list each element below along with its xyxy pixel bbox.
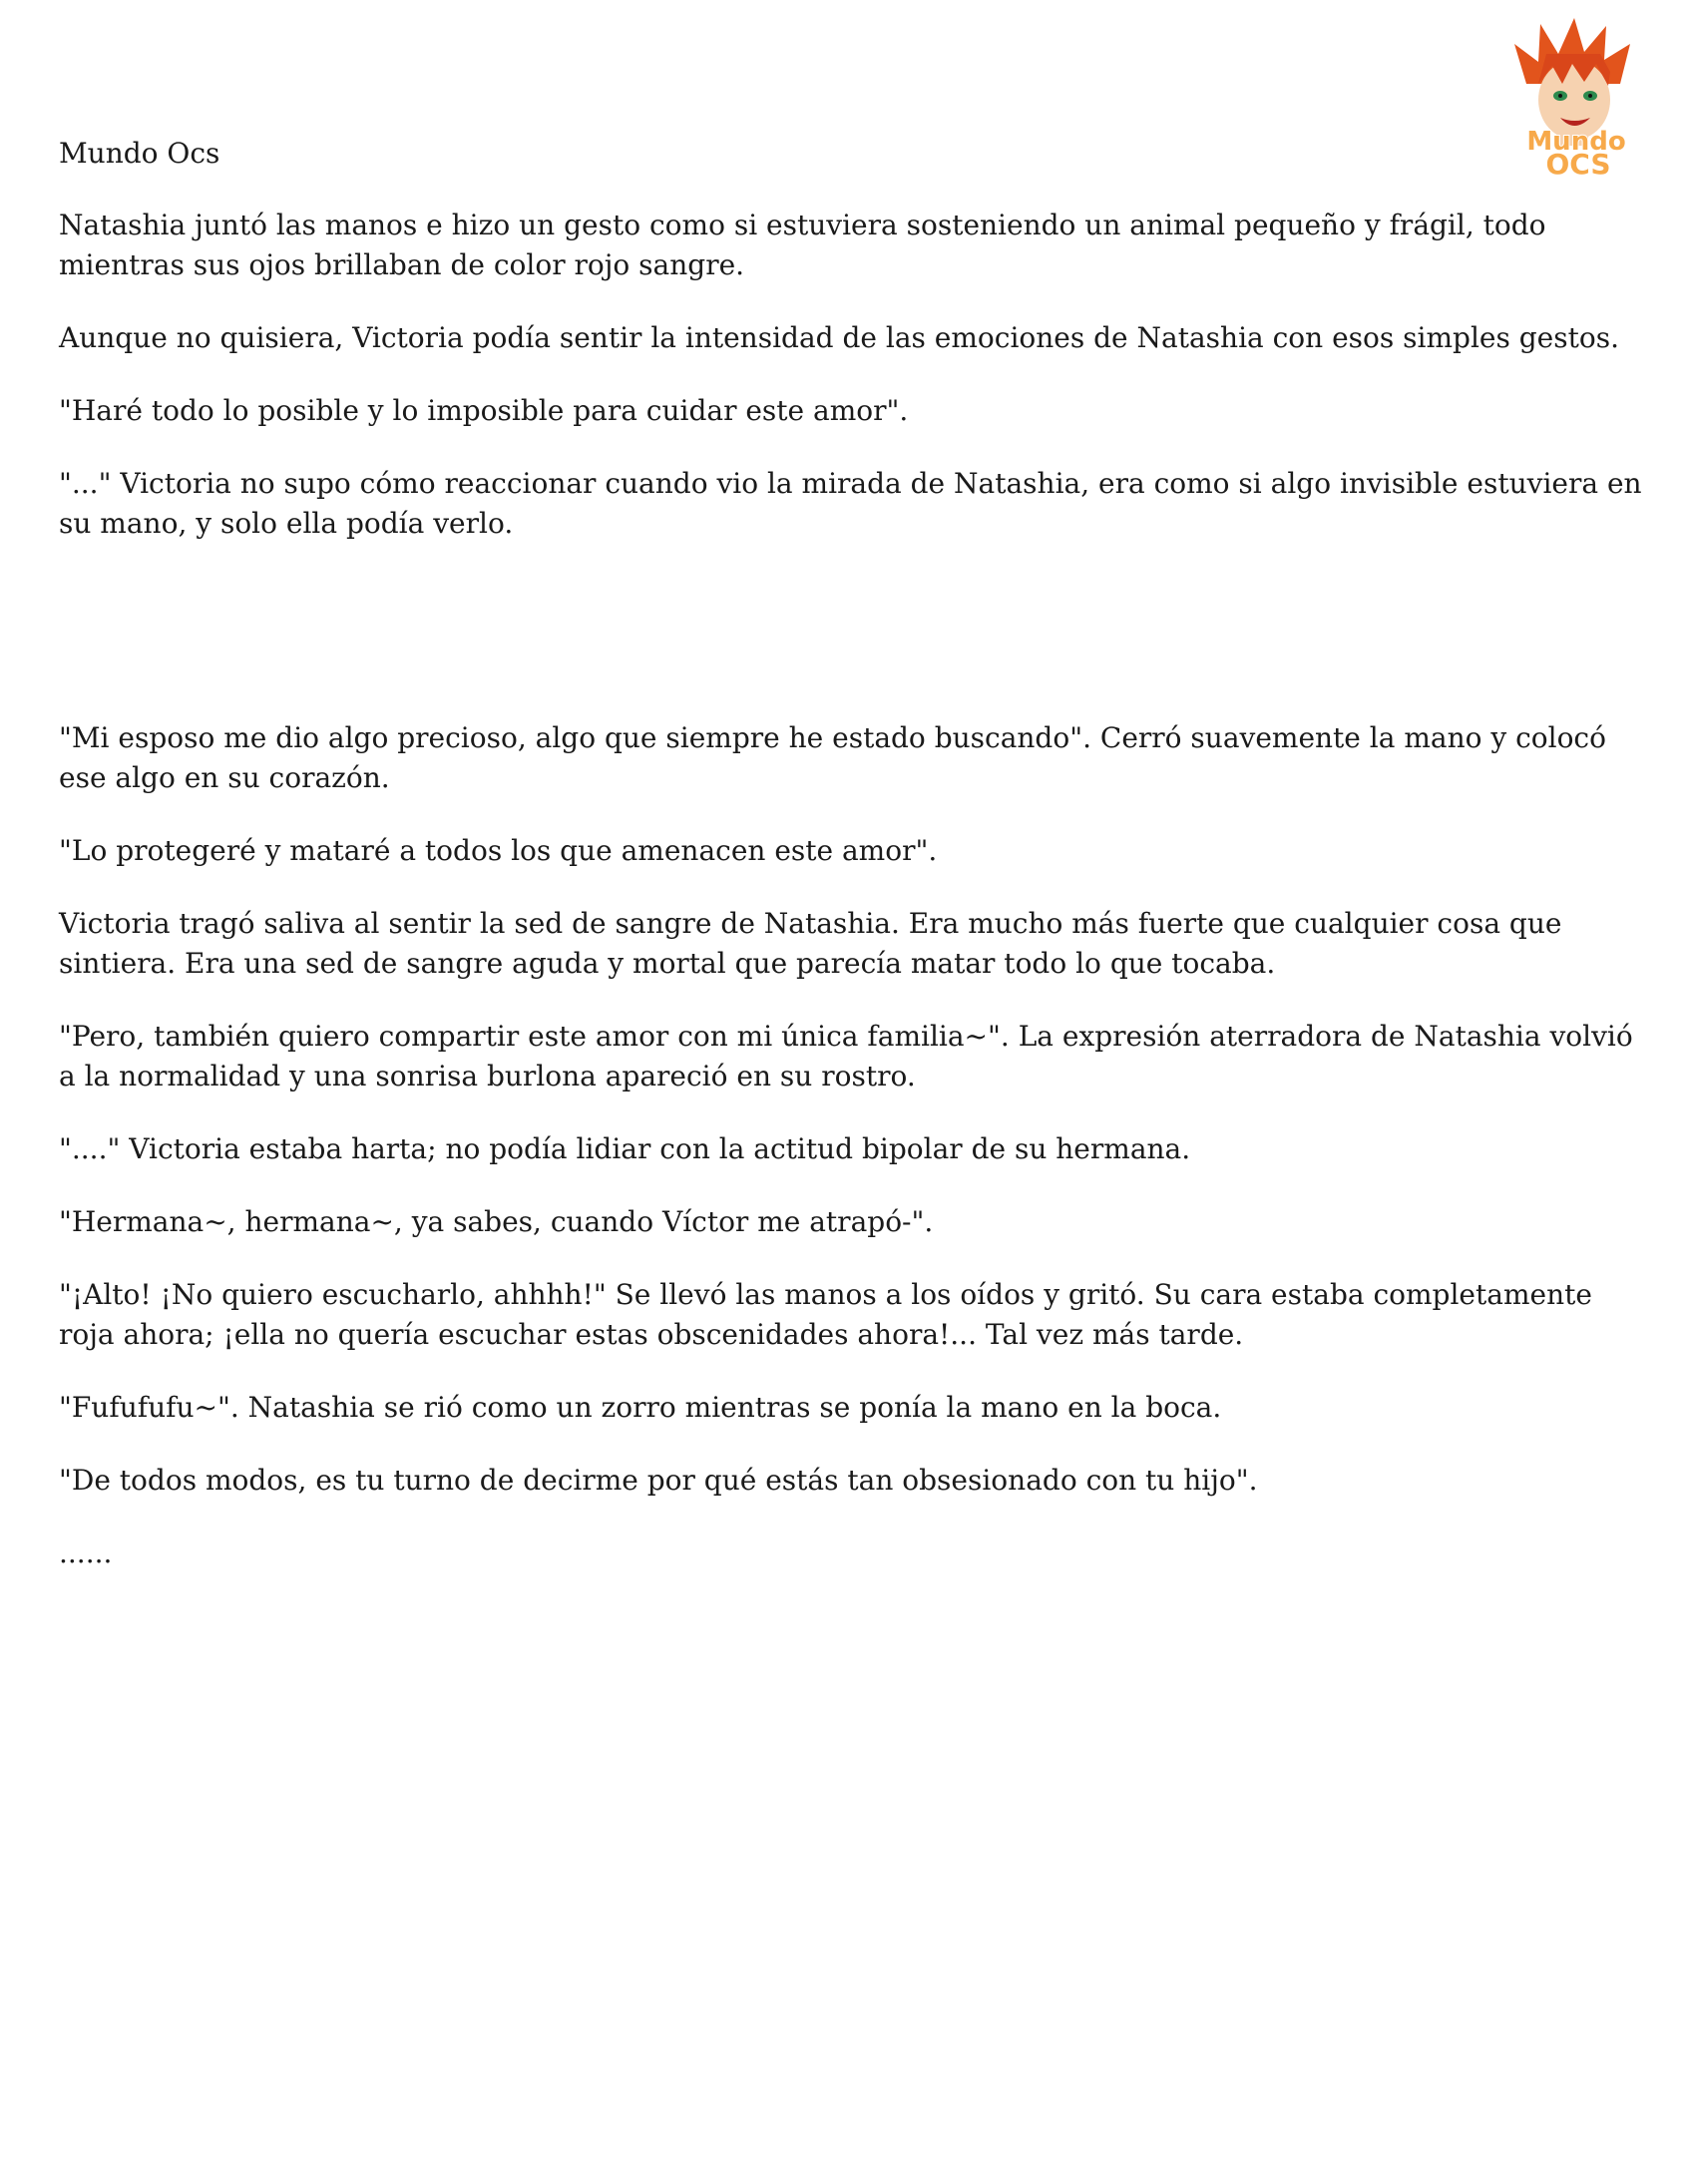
text-section-1	[59, 206, 1645, 577]
paragraph: "¡Alto! ¡No quiero escucharlo, ahhhh!" Se llevó las manos a los oídos y gritó. Su cara estaba completamente roja ahora; ¡ella no quería escuchar estas obscenidades ahora!... Tal vez más tarde.	[59, 1278, 1592, 1351]
paragraph: Natashia juntó las manos e hizo un gesto como si estuviera sosteniendo un animal pequeño y frágil, todo mientras sus ojos brillaban de color rojo sangre.	[59, 209, 1546, 281]
paragraph: "Haré todo lo posible y lo imposible para cuidar este amor".	[59, 394, 909, 427]
mundo-ocs-logo-icon	[1496, 14, 1656, 180]
paragraph: "Fufufufu~". Natashia se rió como un zorro mientras se ponía la mano en la boca.	[59, 1391, 1222, 1424]
paragraph: "...." Victoria estaba harta; no podía lidiar con la actitud bipolar de su hermana.	[59, 1132, 1191, 1165]
paragraph: "Mi esposo me dio algo precioso, algo que siempre he estado buscando". Cerró suavemente la mano y colocó ese algo en su corazón.	[59, 721, 1606, 794]
logo-text-line2: OCS	[1545, 148, 1611, 180]
paragraph: "Pero, también quiero compartir este amor con mi única familia~". La expresión aterradora de Natashia volvió a la normalidad y una sonrisa burlona apareció en su rostro.	[59, 1020, 1633, 1092]
text-section-2	[59, 718, 1645, 1606]
logo-text-line1: Mundo	[1526, 127, 1626, 157]
paragraph: "..." Victoria no supo cómo reaccionar cuando vio la mirada de Natashia, era como si algo invisible estuviera en su mano, y solo ella podía verlo.	[59, 467, 1642, 540]
paragraph: Victoria tragó saliva al sentir la sed de sangre de Natashia. Era mucho más fuerte que cualquier cosa que sintiera. Era una sed de sangre aguda y mortal que parecía matar todo lo que tocaba.	[59, 907, 1562, 980]
paragraph: "De todos modos, es tu turno de decirme por qué estás tan obsesionado con tu hijo".	[59, 1464, 1258, 1497]
paragraph: Aunque no quisiera, Victoria podía sentir la intensidad de las emociones de Natashia con esos simples gestos.	[59, 321, 1619, 354]
paragraph: "Lo protegeré y mataré a todos los que amenacen este amor".	[59, 834, 938, 867]
section-ellipsis: ......	[59, 1536, 113, 1569]
paragraph: "Hermana~, hermana~, ya sabes, cuando Víctor me atrapó-".	[59, 1205, 934, 1238]
page-header-title: Mundo Ocs	[59, 137, 220, 170]
